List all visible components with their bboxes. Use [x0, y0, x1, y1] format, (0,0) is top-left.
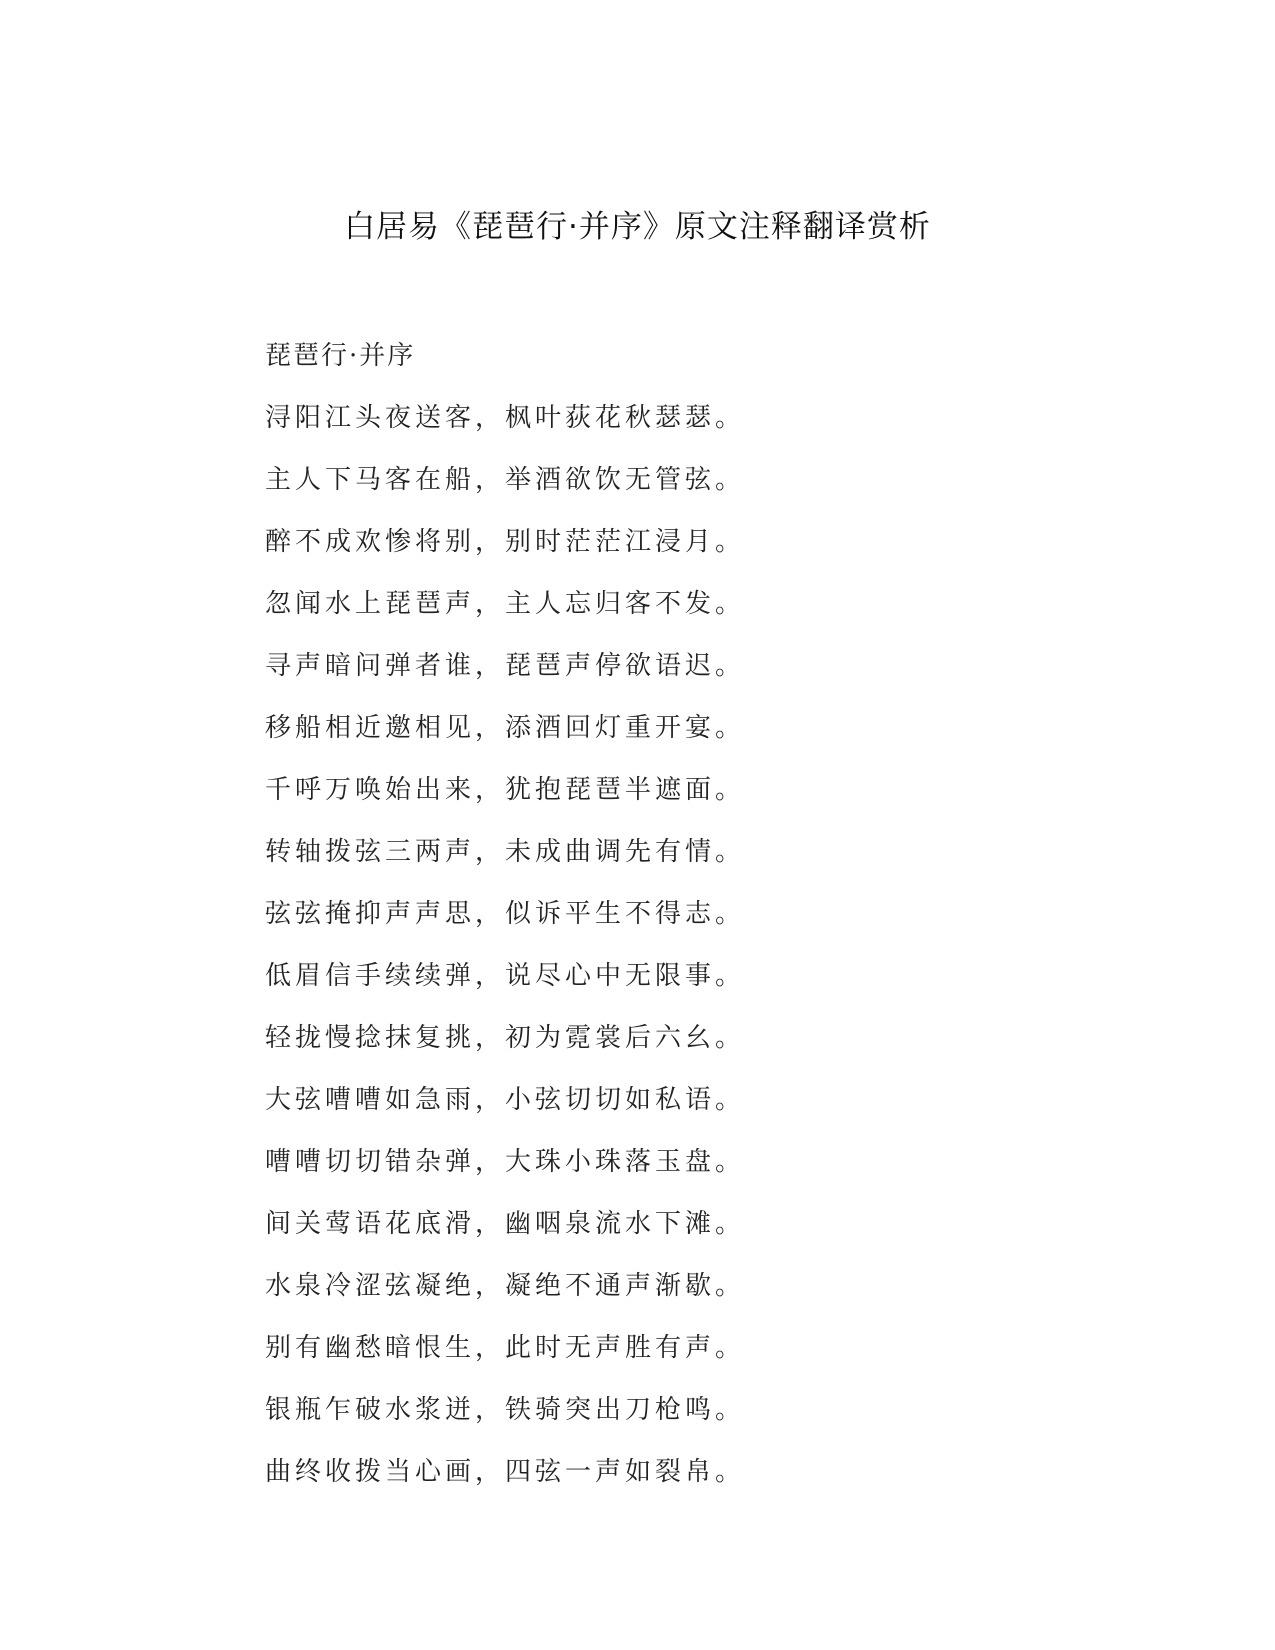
- poem-line: 大弦嘈嘈如急雨，小弦切切如私语。: [265, 1085, 746, 1115]
- document-title: 白居易《琵琶行·并序》原文注释翻译赏析: [344, 209, 931, 245]
- poem-line: 主人下马客在船，举酒欲饮无管弦。: [265, 465, 746, 495]
- poem-line: 水泉冷涩弦凝绝，凝绝不通声渐歇。: [265, 1271, 746, 1301]
- poem-heading: 琵琶行·并序: [265, 341, 416, 371]
- poem-line: 轻拢慢捻抹复挑，初为霓裳后六幺。: [265, 1023, 746, 1053]
- poem-line: 移船相近邀相见，添酒回灯重开宴。: [265, 713, 746, 743]
- poem-line: 低眉信手续续弹，说尽心中无限事。: [265, 961, 746, 991]
- poem-line: 浔阳江头夜送客，枫叶荻花秋瑟瑟。: [265, 403, 746, 433]
- poem-line: 间关莺语花底滑，幽咽泉流水下滩。: [265, 1209, 746, 1239]
- poem-line: 忽闻水上琵琶声，主人忘归客不发。: [265, 589, 746, 619]
- poem-line: 千呼万唤始出来，犹抱琵琶半遮面。: [265, 775, 746, 805]
- poem-line: 弦弦掩抑声声思，似诉平生不得志。: [265, 899, 746, 929]
- poem-line: 嘈嘈切切错杂弹，大珠小珠落玉盘。: [265, 1147, 746, 1177]
- poem-line: 银瓶乍破水浆迸，铁骑突出刀枪鸣。: [265, 1395, 746, 1425]
- poem-line: 寻声暗问弹者谁，琵琶声停欲语迟。: [265, 651, 746, 681]
- poem-line: 别有幽愁暗恨生，此时无声胜有声。: [265, 1333, 746, 1363]
- poem-body: [265, 330, 745, 1508]
- poem-line: 曲终收拨当心画，四弦一声如裂帛。: [265, 1457, 746, 1487]
- poem-line: 醉不成欢惨将别，别时茫茫江浸月。: [265, 527, 746, 557]
- poem-line: 转轴拨弦三两声，未成曲调先有情。: [265, 837, 746, 867]
